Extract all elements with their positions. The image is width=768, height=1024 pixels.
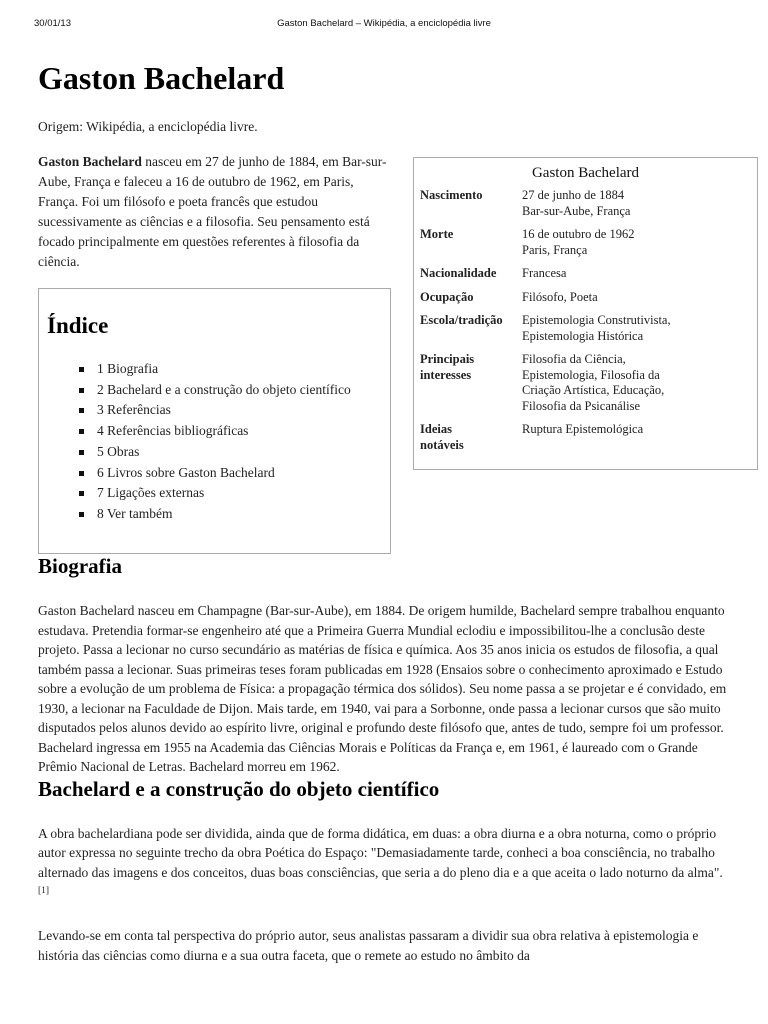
- bullet-icon: [79, 367, 84, 372]
- toc-item-label: 7 Ligações externas: [97, 485, 205, 501]
- origin-note: Origem: Wikipédia, a enciclopédia livre.: [38, 119, 258, 134]
- toc-item-label: 1 Biografia: [97, 361, 159, 376]
- bullet-icon: [79, 450, 84, 455]
- infobox-label: Ideias notáveis: [420, 422, 464, 452]
- construcao-text-1: A obra bachelardiana pode ser dividida, ainda que de forma didática, em duas: a obra diurna e a obra noturna, como o próprio autor expressa no seguinte trecho da obra Poética do Espaço: "Demasiadamente tarde, conheci a boa consciência, no trabalho alternado das imagens e dos conceitos, duas boas consciências, que seria a do pleno dia e a que aceita o lado noturno da alma".: [38, 825, 723, 880]
- infobox-row: [414, 313, 757, 352]
- bullet-icon: [79, 471, 84, 476]
- infobox-table: [414, 188, 757, 461]
- toc-item-label: 8 Ver também: [97, 505, 173, 521]
- toc-item[interactable]: [79, 380, 390, 401]
- construcao-paragraph-1: [38, 824, 732, 905]
- print-date: 30/01/13: [34, 18, 71, 29]
- infobox-row: [414, 290, 757, 314]
- infobox-value: 16 de outubro de 1962 Paris, França: [522, 227, 635, 257]
- toc-item[interactable]: [79, 483, 390, 504]
- bullet-icon: [79, 491, 84, 496]
- infobox-row: [414, 188, 757, 227]
- infobox-value: Ruptura Epistemológica: [522, 422, 644, 436]
- toc-item[interactable]: [79, 421, 390, 442]
- bullet-icon: [79, 388, 84, 393]
- construcao-paragraph-2: Levando-se em conta tal perspectiva do próprio autor, seus analistas passaram a dividir sua obra relativa à epistemologia e história das ciências como diurna e a sua outra faceta, que o remete ao estudo no âmbito da: [38, 928, 699, 963]
- toc-item[interactable]: [79, 400, 390, 421]
- toc-item-label: 2 Bachelard e a construção do objeto científico: [97, 381, 351, 397]
- article: [38, 58, 732, 965]
- infobox-label: Ocupação: [420, 289, 474, 304]
- infobox-title: Gaston Bachelard: [531, 165, 640, 181]
- intro-paragraph: [38, 152, 393, 272]
- infobox-label: Principais interesses: [420, 352, 475, 382]
- infobox-value: Filósofo, Poeta: [522, 289, 598, 304]
- toc-list: [47, 359, 390, 525]
- infobox-row: [414, 422, 757, 461]
- infobox-value: 27 de junho de 1884 Bar-sur-Aube, França: [522, 188, 631, 218]
- section-heading-biografia: Biografia: [38, 554, 122, 578]
- bullet-icon: [79, 429, 84, 434]
- infobox-value: Francesa: [522, 266, 567, 280]
- infobox-row: [414, 227, 757, 266]
- toc-item-label: 3 Referências: [97, 402, 171, 418]
- bullet-icon: [79, 512, 84, 517]
- section-heading-construcao: Bachelard e a construção do objeto científico: [38, 776, 440, 801]
- intro-bold-name: Gaston Bachelard: [38, 154, 142, 169]
- biografia-paragraph: Gaston Bachelard nasceu em Champagne (Bar-sur-Aube), em 1884. De origem humilde, Bachelard sempre trabalhou enquanto estudava. Pretendia formar-se engenheiro até que a Primeira Guerra Mundial eclodiu e impossibilitou-lhe a conclusão deste projeto. Passa a lecionar no curso secundário as matérias de física e química. Aos 35 anos inicia os estudos de filosofia, a qual também passa a lecionar. Suas primeiras teses foram publicadas em 1928 (Ensaios sobre o conhecimento aproximado e Estudo sobre a evolução de um problema de Física: a propagação térmica dos sólidos). Seu nome passa a se projetar e é convidado, em 1930, a lecionar na Faculdade de Dijon. Mais tarde, em 1940, vai para a Sorbonne, onde passa a lecionar cursos que são muito disputados pelos alunos devido ao espírito livre, original e profundo deste filósofo que, antes de tudo, sempre foi um professor. Bachelard ingressa em 1955 na Academia das Ciências Morais e Políticas da França e, em 1961, é laureado com o Grande Prêmio Nacional de Letras. Bachelard morreu em 1962.: [38, 603, 727, 774]
- footnote-link[interactable]: [1]: [38, 886, 50, 896]
- toc-item[interactable]: [79, 463, 390, 484]
- toc-heading: Índice: [47, 313, 109, 338]
- toc-item[interactable]: [79, 504, 390, 525]
- intro-text: nasceu em 27 de junho de 1884, em Bar-sur-Aube, França e faleceu a 16 de outubro de 1962, em Paris, França. Foi um filósofo e poeta francês que estudou sucessivamente as ciências e a filosofia. Seu pensamento está focado principalmente em questões referentes à filosofia da ciência.: [38, 154, 387, 269]
- toc-item-label: 6 Livros sobre Gaston Bachelard: [97, 464, 275, 480]
- toc-item-label: 4 Referências bibliográficas: [97, 423, 249, 439]
- infobox-value: Epistemologia Construtivista, Epistemologia Histórica: [522, 313, 671, 343]
- page-title: Gaston Bachelard: [38, 60, 285, 96]
- infobox-value: Filosofia da Ciência, Epistemologia, Filosofia da Criação Artística, Educação, Filosofia da Psicanálise: [522, 352, 665, 413]
- infobox-row: [414, 266, 757, 290]
- toc-item[interactable]: [79, 442, 390, 463]
- infobox-row: [414, 352, 757, 422]
- bullet-icon: [79, 408, 84, 413]
- infobox: [413, 157, 758, 470]
- toc-item[interactable]: [79, 359, 390, 380]
- infobox-label: Morte: [420, 227, 454, 241]
- infobox-label: Nacionalidade: [420, 266, 497, 280]
- print-page-title: Gaston Bachelard – Wikipédia, a enciclopédia livre: [277, 18, 491, 29]
- infobox-label: Escola/tradição: [420, 313, 503, 327]
- infobox-label: Nascimento: [420, 188, 483, 202]
- toc-item-label: 5 Obras: [97, 443, 140, 459]
- table-of-contents: [38, 288, 391, 554]
